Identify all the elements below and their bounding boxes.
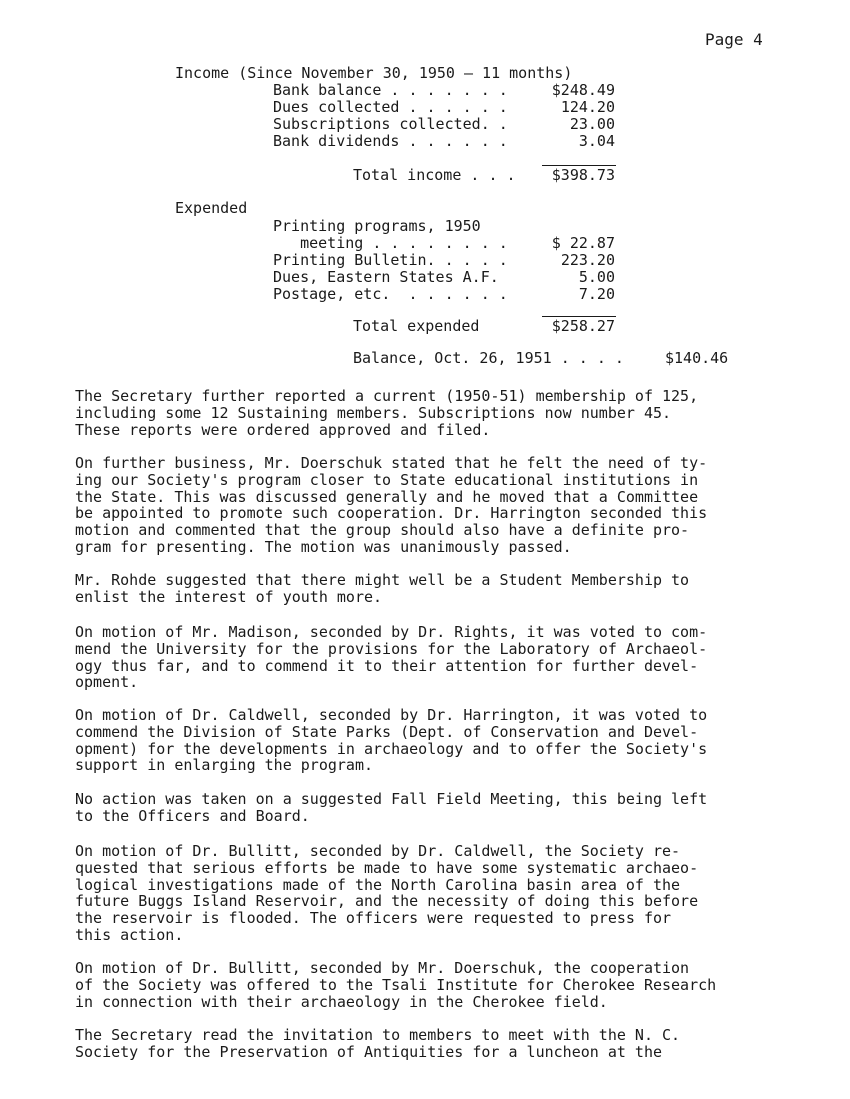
- expended-heading: Expended: [175, 199, 248, 217]
- minutes-paragraph: No action was taken on a suggested Fall Field Meeting, this being left to the Officers and Board.: [75, 790, 708, 825]
- income-heading: Income (Since November 30, 1950 — 11 months): [175, 64, 573, 82]
- income-row-amount: $248.49: [551, 81, 615, 99]
- balance-label: Balance, Oct. 26, 1951 . . . .: [353, 349, 624, 367]
- expended-total-amount: $258.27: [551, 317, 615, 335]
- expended-row-amount: 7.20: [578, 285, 615, 303]
- minutes-paragraph: On motion of Dr. Bullitt, seconded by Mr. Doerschuk, the cooperation of the Society was offered to the Tsali Institute for Cherokee Research in connection with their archaeology in the Cherokee field.: [75, 959, 717, 1011]
- minutes-paragraph: On motion of Dr. Bullitt, seconded by Dr. Caldwell, the Society re- quested that serious efforts be made to have some systematic archaeo- logical investigations made of the North Carolina basin area of the future Buggs Island Reservoir, and the necessity of doing this before the reservoir is flooded. The officers were requested to press for this action.: [75, 842, 699, 944]
- income-row-label: Subscriptions collected. .: [273, 115, 508, 133]
- income-row-label: Dues collected . . . . . .: [273, 98, 508, 116]
- page-number: Page 4: [705, 30, 763, 49]
- minutes-paragraph: Mr. Rohde suggested that there might well be a Student Membership to enlist the interest of youth more.: [75, 571, 690, 606]
- minutes-paragraph: The Secretary further reported a current (1950-51) membership of 125, including some 12 Sustaining members. Subscriptions now number 45. These reports were ordered approved and filed.: [75, 387, 699, 439]
- expended-row-amount: 5.00: [578, 268, 615, 286]
- income-row-amount: 23.00: [569, 115, 615, 133]
- income-row-label: Bank dividends . . . . . .: [273, 132, 508, 150]
- expended-row-amount: $ 22.87: [551, 234, 615, 252]
- income-row-amount: 3.04: [578, 132, 615, 150]
- income-row-amount: 124.20: [560, 98, 615, 116]
- minutes-paragraph: On further business, Mr. Doerschuk stated that he felt the need of ty- ing our Society's program closer to State educational institutions in the State. This was discussed generally and he moved that a Committee be appointed to promote such cooperation. Dr. Harrington seconded this motion and commented that the group should also have a definite pro- gram for presenting. The motion was unanimously passed.: [75, 454, 708, 556]
- minutes-paragraph: The Secretary read the invitation to members to meet with the N. C. Society for the Preservation of Antiquities for a luncheon at the: [75, 1026, 681, 1061]
- expended-row-label: Printing programs, 1950: [273, 217, 481, 235]
- expended-row-label: Printing Bulletin. . . . .: [273, 251, 508, 269]
- expended-row-label: meeting . . . . . . . .: [273, 234, 508, 252]
- expended-row-amount: 223.20: [560, 251, 615, 269]
- minutes-paragraph: On motion of Mr. Madison, seconded by Dr. Rights, it was voted to com- mend the University for the provisions for the Laboratory of Archaeol- ogy thus far, and to commend it to their attention for further devel- opment.: [75, 623, 708, 692]
- expended-total-label: Total expended: [353, 317, 480, 335]
- expended-row-label: Postage, etc. . . . . . .: [273, 285, 508, 303]
- income-total-amount: $398.73: [551, 166, 615, 184]
- income-total-label: Total income . . .: [353, 166, 516, 184]
- minutes-paragraph: On motion of Dr. Caldwell, seconded by Dr. Harrington, it was voted to commend the Division of State Parks (Dept. of Conservation and Devel- opment) for the developments in archaeology and to offer the Society's support in enlarging the program.: [75, 706, 708, 775]
- expended-row-label: Dues, Eastern States A.F.: [273, 268, 499, 286]
- income-row-label: Bank balance . . . . . . .: [273, 81, 508, 99]
- balance-amount: $140.46: [665, 349, 729, 367]
